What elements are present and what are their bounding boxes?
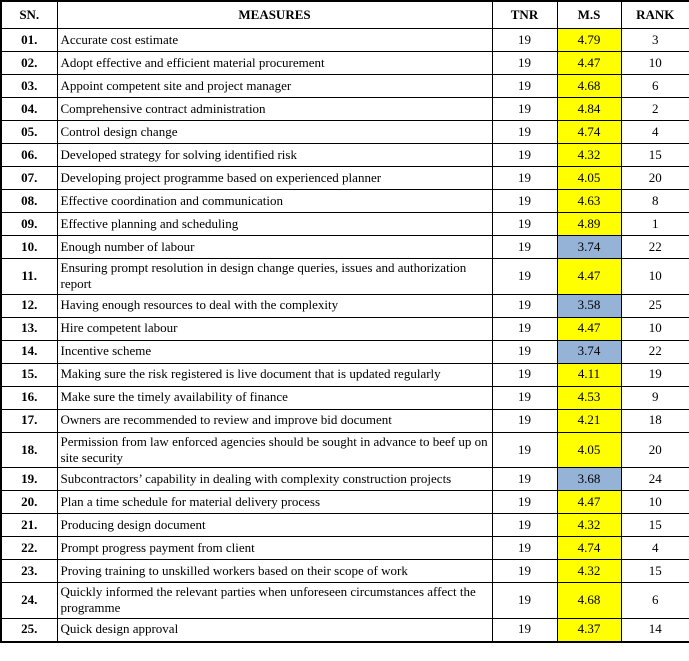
table-row — [1, 618, 689, 642]
table-row — [1, 432, 689, 468]
mean-score-cell: 4.79 — [557, 29, 621, 52]
measure-cell: Quick design approval — [57, 618, 492, 642]
mean-score-cell: 4.21 — [557, 409, 621, 432]
mean-score-cell: 4.68 — [557, 75, 621, 98]
rank-cell: 15 — [621, 144, 689, 167]
rank-cell: 6 — [621, 583, 689, 619]
column-header-ms: M.S — [557, 1, 621, 29]
rank-cell: 20 — [621, 167, 689, 190]
measure-cell: Producing design document — [57, 514, 492, 537]
rank-cell: 4 — [621, 537, 689, 560]
serial-number-cell: 13. — [1, 317, 57, 340]
rank-cell: 15 — [621, 514, 689, 537]
tnr-cell: 19 — [492, 213, 557, 236]
rank-cell: 8 — [621, 190, 689, 213]
measure-cell: Proving training to unskilled workers based on their scope of work — [57, 560, 492, 583]
rank-cell: 4 — [621, 121, 689, 144]
measure-cell: Enough number of labour — [57, 236, 492, 259]
measure-cell: Permission from law enforced agencies should be sought in advance to beef up on site security — [57, 432, 492, 468]
tnr-cell: 19 — [492, 409, 557, 432]
serial-number-cell: 24. — [1, 583, 57, 619]
serial-number-cell: 03. — [1, 75, 57, 98]
mean-score-cell: 4.37 — [557, 618, 621, 642]
rank-cell: 25 — [621, 294, 689, 317]
tnr-cell: 19 — [492, 340, 557, 363]
tnr-cell: 19 — [492, 121, 557, 144]
rank-cell: 10 — [621, 52, 689, 75]
measure-cell: Prompt progress payment from client — [57, 537, 492, 560]
mean-score-cell: 4.05 — [557, 432, 621, 468]
rank-cell: 1 — [621, 213, 689, 236]
table-row — [1, 29, 689, 52]
rank-cell: 10 — [621, 259, 689, 295]
tnr-cell: 19 — [492, 514, 557, 537]
mean-score-cell: 4.32 — [557, 560, 621, 583]
measure-cell: Developed strategy for solving identified risk — [57, 144, 492, 167]
measure-cell: Hire competent labour — [57, 317, 492, 340]
tnr-cell: 19 — [492, 537, 557, 560]
mean-score-cell: 4.47 — [557, 491, 621, 514]
table-row — [1, 236, 689, 259]
table-row — [1, 52, 689, 75]
table-header-row — [1, 1, 689, 29]
serial-number-cell: 19. — [1, 468, 57, 491]
measure-cell: Accurate cost estimate — [57, 29, 492, 52]
mean-score-cell: 3.68 — [557, 468, 621, 491]
rank-cell: 10 — [621, 317, 689, 340]
tnr-cell: 19 — [492, 560, 557, 583]
tnr-cell: 19 — [492, 144, 557, 167]
table-header — [1, 1, 689, 29]
mean-score-cell: 4.47 — [557, 317, 621, 340]
table-row — [1, 363, 689, 386]
table-row — [1, 190, 689, 213]
measure-cell: Developing project programme based on experienced planner — [57, 167, 492, 190]
tnr-cell: 19 — [492, 432, 557, 468]
serial-number-cell: 07. — [1, 167, 57, 190]
serial-number-cell: 04. — [1, 98, 57, 121]
rank-cell: 10 — [621, 491, 689, 514]
serial-number-cell: 01. — [1, 29, 57, 52]
mean-score-cell: 4.32 — [557, 514, 621, 537]
table-row — [1, 317, 689, 340]
tnr-cell: 19 — [492, 29, 557, 52]
serial-number-cell: 09. — [1, 213, 57, 236]
tnr-cell: 19 — [492, 52, 557, 75]
mean-score-cell: 3.74 — [557, 236, 621, 259]
measure-cell: Appoint competent site and project manager — [57, 75, 492, 98]
tnr-cell: 19 — [492, 317, 557, 340]
measure-cell: Subcontractors’ capability in dealing with complexity construction projects — [57, 468, 492, 491]
tnr-cell: 19 — [492, 190, 557, 213]
serial-number-cell: 25. — [1, 618, 57, 642]
rank-cell: 19 — [621, 363, 689, 386]
serial-number-cell: 11. — [1, 259, 57, 295]
rank-cell: 22 — [621, 236, 689, 259]
mean-score-cell: 4.32 — [557, 144, 621, 167]
tnr-cell: 19 — [492, 618, 557, 642]
table-row — [1, 386, 689, 409]
tnr-cell: 19 — [492, 236, 557, 259]
serial-number-cell: 17. — [1, 409, 57, 432]
measure-cell: Incentive scheme — [57, 340, 492, 363]
rank-cell: 24 — [621, 468, 689, 491]
table-row — [1, 560, 689, 583]
rank-cell: 20 — [621, 432, 689, 468]
serial-number-cell: 15. — [1, 363, 57, 386]
table-row — [1, 514, 689, 537]
rank-cell: 2 — [621, 98, 689, 121]
mean-score-cell: 4.74 — [557, 537, 621, 560]
tnr-cell: 19 — [492, 259, 557, 295]
table-row — [1, 294, 689, 317]
serial-number-cell: 12. — [1, 294, 57, 317]
tnr-cell: 19 — [492, 294, 557, 317]
measure-cell: Making sure the risk registered is live document that is updated regularly — [57, 363, 492, 386]
table-row — [1, 121, 689, 144]
table-row — [1, 409, 689, 432]
table-row — [1, 144, 689, 167]
mean-score-cell: 3.74 — [557, 340, 621, 363]
tnr-cell: 19 — [492, 386, 557, 409]
tnr-cell: 19 — [492, 167, 557, 190]
table-row — [1, 167, 689, 190]
measure-cell: Having enough resources to deal with the complexity — [57, 294, 492, 317]
tnr-cell: 19 — [492, 583, 557, 619]
table-row — [1, 491, 689, 514]
mean-score-cell: 4.68 — [557, 583, 621, 619]
serial-number-cell: 10. — [1, 236, 57, 259]
serial-number-cell: 22. — [1, 537, 57, 560]
table-row — [1, 583, 689, 619]
measure-cell: Adopt effective and efficient material procurement — [57, 52, 492, 75]
mean-score-cell: 4.74 — [557, 121, 621, 144]
serial-number-cell: 23. — [1, 560, 57, 583]
mean-score-cell: 3.58 — [557, 294, 621, 317]
measure-cell: Plan a time schedule for material delivery process — [57, 491, 492, 514]
serial-number-cell: 08. — [1, 190, 57, 213]
mean-score-cell: 4.84 — [557, 98, 621, 121]
serial-number-cell: 21. — [1, 514, 57, 537]
measure-cell: Effective planning and scheduling — [57, 213, 492, 236]
rank-cell: 6 — [621, 75, 689, 98]
measure-cell: Quickly informed the relevant parties when unforeseen circumstances affect the programme — [57, 583, 492, 619]
rank-cell: 14 — [621, 618, 689, 642]
measure-cell: Make sure the timely availability of finance — [57, 386, 492, 409]
mean-score-cell: 4.47 — [557, 259, 621, 295]
column-header-sn: SN. — [1, 1, 57, 29]
table-row — [1, 98, 689, 121]
mean-score-cell: 4.63 — [557, 190, 621, 213]
serial-number-cell: 06. — [1, 144, 57, 167]
mean-score-cell: 4.53 — [557, 386, 621, 409]
rank-cell: 18 — [621, 409, 689, 432]
tnr-cell: 19 — [492, 468, 557, 491]
serial-number-cell: 05. — [1, 121, 57, 144]
rank-cell: 15 — [621, 560, 689, 583]
serial-number-cell: 14. — [1, 340, 57, 363]
table-row — [1, 340, 689, 363]
serial-number-cell: 02. — [1, 52, 57, 75]
column-header-measures: MEASURES — [57, 1, 492, 29]
measure-cell: Control design change — [57, 121, 492, 144]
mean-score-cell: 4.05 — [557, 167, 621, 190]
table-row — [1, 468, 689, 491]
mean-score-cell: 4.11 — [557, 363, 621, 386]
measure-cell: Ensuring prompt resolution in design change queries, issues and authorization report — [57, 259, 492, 295]
mean-score-cell: 4.89 — [557, 213, 621, 236]
measure-cell: Owners are recommended to review and improve bid document — [57, 409, 492, 432]
serial-number-cell: 16. — [1, 386, 57, 409]
measure-cell: Comprehensive contract administration — [57, 98, 492, 121]
column-header-rank: RANK — [621, 1, 689, 29]
table-row — [1, 537, 689, 560]
rank-cell: 22 — [621, 340, 689, 363]
measure-cell: Effective coordination and communication — [57, 190, 492, 213]
tnr-cell: 19 — [492, 75, 557, 98]
serial-number-cell: 18. — [1, 432, 57, 468]
table-row — [1, 259, 689, 295]
rank-cell: 9 — [621, 386, 689, 409]
table-row — [1, 75, 689, 98]
serial-number-cell: 20. — [1, 491, 57, 514]
tnr-cell: 19 — [492, 363, 557, 386]
tnr-cell: 19 — [492, 491, 557, 514]
table-body — [1, 29, 689, 642]
table-row — [1, 213, 689, 236]
rank-cell: 3 — [621, 29, 689, 52]
column-header-tnr: TNR — [492, 1, 557, 29]
mean-score-cell: 4.47 — [557, 52, 621, 75]
tnr-cell: 19 — [492, 98, 557, 121]
